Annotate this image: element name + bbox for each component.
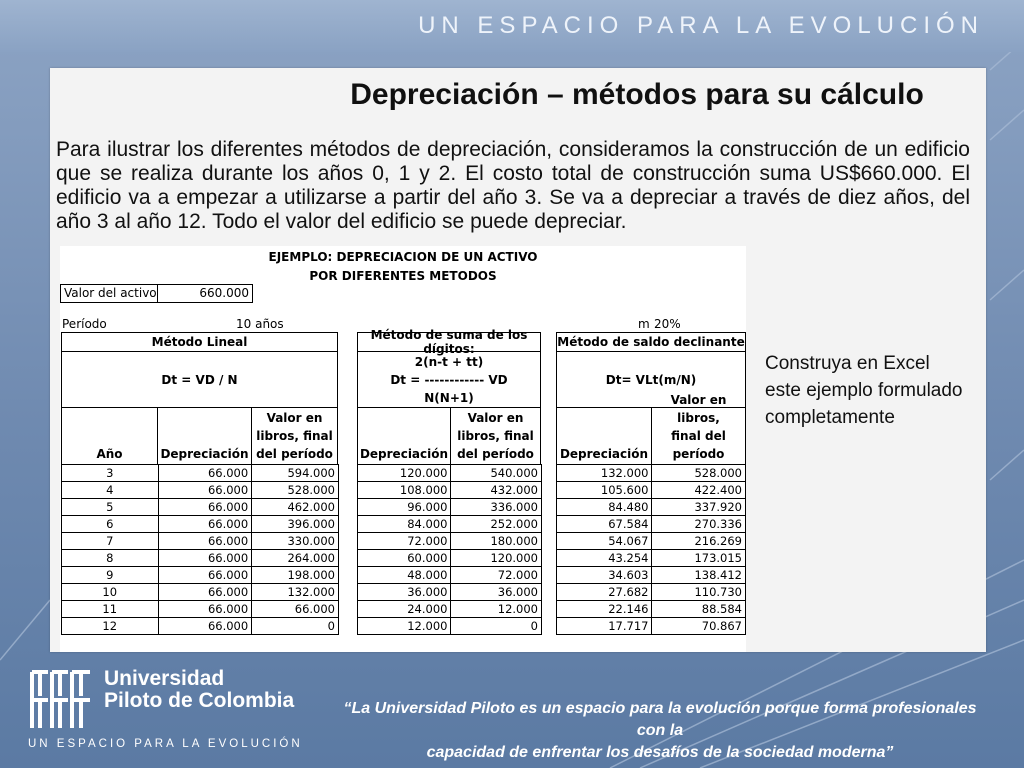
col-decl-book [651, 393, 746, 465]
digits-book-cell: 432.000 [451, 482, 542, 499]
table-row [358, 584, 542, 601]
table-row [358, 465, 542, 482]
intro-paragraph: Para ilustrar los diferentes métodos de depreciación, consideramos la construcción de un edificio que se realiza durante los años 0, 1 y 2. El costo total de construcción suma US$660.000. El edificio va a empezar a utilizarse a partir del año 3. Se va a depreciar a través de diez años, del año 3 al año 12. Todo el valor del edificio se puede depreciar. [56, 138, 970, 233]
table-row [62, 567, 339, 584]
declining-table [556, 464, 746, 635]
col-digits-book-line3: del período [457, 447, 534, 461]
digits-book-cell: 36.000 [451, 584, 542, 601]
linear-dep-cell: 66.000 [158, 550, 252, 567]
excel-table [60, 246, 746, 652]
decl-dep-cell: 54.067 [557, 533, 652, 550]
table-row [62, 601, 339, 618]
table-row [557, 533, 746, 550]
col-digits-dep: Depreciación [357, 407, 451, 465]
digits-dep-cell: 12.000 [358, 618, 451, 635]
table-row [358, 516, 542, 533]
linear-dep-cell: 66.000 [158, 533, 252, 550]
decl-book-cell: 110.730 [652, 584, 746, 601]
table-row [62, 482, 339, 499]
table-row [557, 482, 746, 499]
declining-formula: Dt= VLt(m/N) [556, 351, 746, 408]
year-cell: 3 [62, 465, 159, 482]
sum-digits-formula-line1: 2(n-t + tt) [414, 354, 484, 369]
linear-book-cell: 396.000 [252, 516, 339, 533]
university-logo-icon [28, 668, 94, 732]
table-row [62, 550, 339, 567]
table-row [557, 499, 746, 516]
linear-dep-cell: 66.000 [158, 601, 252, 618]
table-row [557, 618, 746, 635]
sum-digits-formula-line3: N(N+1) [424, 390, 474, 405]
digits-book-cell: 72.000 [451, 567, 542, 584]
table-row [557, 601, 746, 618]
year-cell: 11 [62, 601, 159, 618]
decl-dep-cell: 84.480 [557, 499, 652, 516]
decl-book-cell: 88.584 [652, 601, 746, 618]
year-cell: 4 [62, 482, 159, 499]
table-row [358, 550, 542, 567]
linear-formula: Dt = VD / N [61, 351, 338, 408]
digits-dep-cell: 84.000 [358, 516, 451, 533]
linear-dep-cell: 66.000 [158, 482, 252, 499]
asset-value: 660.000 [199, 286, 249, 300]
linear-book-cell: 264.000 [252, 550, 339, 567]
table-row [358, 533, 542, 550]
linear-dep-cell: 66.000 [158, 567, 252, 584]
year-cell: 9 [62, 567, 159, 584]
decl-dep-cell: 17.717 [557, 618, 652, 635]
asset-value-cell [157, 284, 253, 303]
decl-dep-cell: 22.146 [557, 601, 652, 618]
digits-dep-cell: 96.000 [358, 499, 451, 516]
col-linear-dep: Depreciación [157, 407, 252, 465]
digits-book-cell: 12.000 [451, 601, 542, 618]
col-decl-dep: Depreciación [556, 407, 652, 465]
digits-book-cell: 540.000 [451, 465, 542, 482]
footer-quote [340, 698, 980, 764]
decl-dep-cell: 43.254 [557, 550, 652, 567]
decl-dep-cell: 105.600 [557, 482, 652, 499]
table-row [62, 533, 339, 550]
col-year: Año [61, 407, 158, 465]
col-digits-book [450, 407, 541, 465]
m-value: 20% [654, 317, 681, 331]
year-cell: 7 [62, 533, 159, 550]
decl-book-cell: 138.412 [652, 567, 746, 584]
linear-book-cell: 462.000 [252, 499, 339, 516]
col-digits-book-line1: Valor en [467, 411, 524, 425]
footer-quote-line2: capacidad de enfrentar los desafíos de la sociedad moderna” [426, 744, 894, 761]
col-linear-book [251, 407, 338, 465]
table-row [358, 499, 542, 516]
linear-book-cell: 0 [252, 618, 339, 635]
decl-book-cell: 173.015 [652, 550, 746, 567]
university-name-line2: Piloto de Colombia [104, 689, 295, 712]
table-row [358, 482, 542, 499]
sum-digits-method-header: Método de suma de los dígitos: [357, 332, 541, 352]
digits-book-cell: 252.000 [451, 516, 542, 533]
linear-book-cell: 198.000 [252, 567, 339, 584]
period-label: Período [62, 317, 107, 331]
digits-dep-cell: 36.000 [358, 584, 451, 601]
linear-book-cell: 594.000 [252, 465, 339, 482]
digits-dep-cell: 120.000 [358, 465, 451, 482]
table-row [557, 465, 746, 482]
m-label: m [638, 317, 650, 331]
linear-dep-cell: 66.000 [158, 584, 252, 601]
decl-dep-cell: 132.000 [557, 465, 652, 482]
digits-dep-cell: 72.000 [358, 533, 451, 550]
col-linear-book-line2: libros, final [256, 429, 333, 443]
table-row [62, 618, 339, 635]
digits-dep-cell: 24.000 [358, 601, 451, 618]
table-row [557, 584, 746, 601]
col-linear-book-line1: Valor en [266, 411, 323, 425]
table-row [358, 618, 542, 635]
year-cell: 6 [62, 516, 159, 533]
side-note: Construya en Excel este ejemplo formulado completamente [765, 353, 963, 428]
col-decl-book-line1: Valor en libros, [670, 393, 727, 425]
linear-dep-cell: 66.000 [158, 618, 252, 635]
university-name-line1: Universidad [104, 667, 225, 690]
table-row [358, 567, 542, 584]
col-linear-book-line3: del período [256, 447, 333, 461]
year-cell: 12 [62, 618, 159, 635]
sheet-title-2: POR DIFERENTES METODOS [309, 269, 497, 283]
linear-book-cell: 330.000 [252, 533, 339, 550]
digits-book-cell: 0 [451, 618, 542, 635]
sum-digits-formula-line2: Dt = ------------ VD [390, 372, 508, 387]
table-row [62, 516, 339, 533]
period-value: 10 años [236, 317, 284, 331]
slide-title: Depreciación – métodos para su cálculo [350, 78, 924, 111]
digits-dep-cell: 60.000 [358, 550, 451, 567]
decl-dep-cell: 34.603 [557, 567, 652, 584]
table-row [557, 550, 746, 567]
table-row [557, 567, 746, 584]
col-decl-book-line2: final del [671, 429, 726, 443]
digits-book-cell: 336.000 [451, 499, 542, 516]
digits-book-cell: 180.000 [451, 533, 542, 550]
linear-method-header: Método Lineal [61, 332, 338, 352]
table-row [358, 601, 542, 618]
digits-dep-cell: 108.000 [358, 482, 451, 499]
decl-book-cell: 422.400 [652, 482, 746, 499]
table-row [62, 465, 339, 482]
year-cell: 10 [62, 584, 159, 601]
decl-book-cell: 528.000 [652, 465, 746, 482]
digits-dep-cell: 48.000 [358, 567, 451, 584]
linear-dep-cell: 66.000 [158, 465, 252, 482]
logo-tagline: UN ESPACIO PARA LA EVOLUCIÓN [28, 738, 303, 750]
header-tagline: UN ESPACIO PARA LA EVOLUCIÓN [418, 12, 984, 39]
decl-book-cell: 70.867 [652, 618, 746, 635]
year-cell: 5 [62, 499, 159, 516]
col-decl-book-line3: período [672, 447, 725, 461]
linear-book-cell: 132.000 [252, 584, 339, 601]
sheet-title-1: EJEMPLO: DEPRECIACION DE UN ACTIVO [268, 250, 538, 264]
decl-book-cell: 216.269 [652, 533, 746, 550]
decl-book-cell: 270.336 [652, 516, 746, 533]
top-banner [0, 0, 1024, 52]
digits-book-cell: 120.000 [451, 550, 542, 567]
university-name [104, 668, 294, 712]
decl-dep-cell: 27.682 [557, 584, 652, 601]
asset-label-cell [60, 284, 158, 303]
linear-dep-cell: 66.000 [158, 516, 252, 533]
col-digits-book-line2: libros, final [457, 429, 534, 443]
table-row [62, 584, 339, 601]
table-row [62, 499, 339, 516]
linear-dep-cell: 66.000 [158, 499, 252, 516]
digits-table [357, 464, 542, 635]
asset-label: Valor del activo [64, 286, 157, 300]
decl-dep-cell: 67.584 [557, 516, 652, 533]
declining-method-header: Método de saldo declinante [556, 332, 746, 352]
decl-book-cell: 337.920 [652, 499, 746, 516]
linear-table [61, 464, 339, 635]
linear-book-cell: 528.000 [252, 482, 339, 499]
sum-digits-formula [357, 351, 541, 408]
table-row [557, 516, 746, 533]
year-cell: 8 [62, 550, 159, 567]
footer-quote-line1: “La Universidad Piloto es un espacio para la evolución porque forma profesionales con la [343, 700, 977, 739]
linear-book-cell: 66.000 [252, 601, 339, 618]
